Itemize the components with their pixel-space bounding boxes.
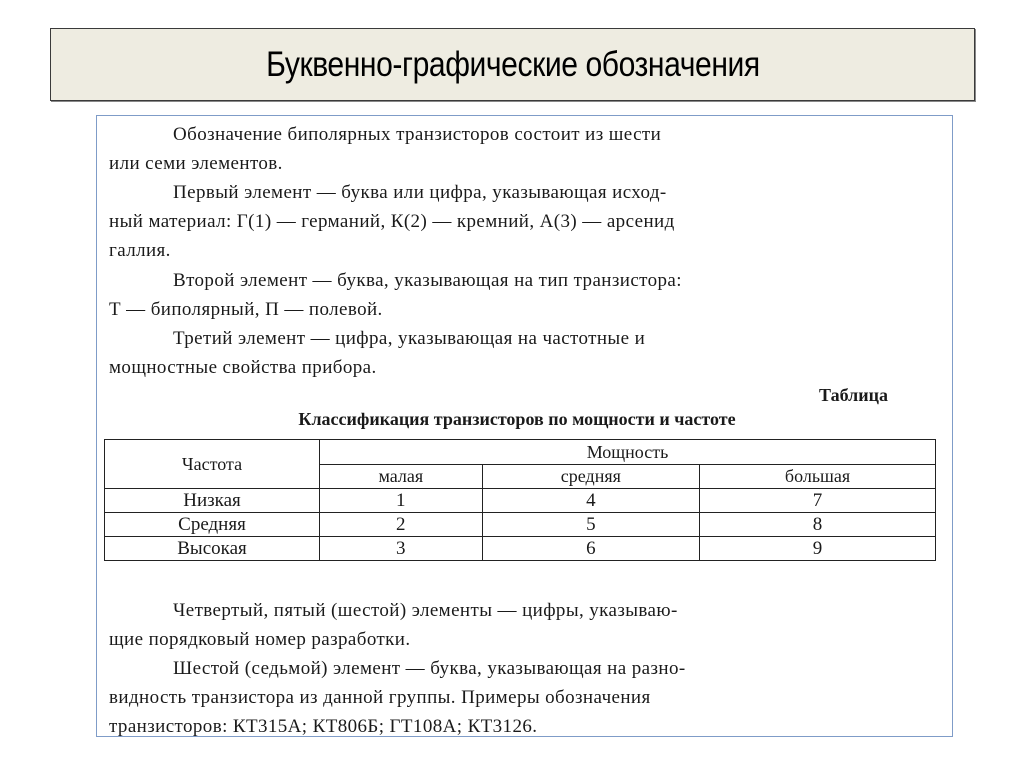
- table-column-header: большая: [700, 464, 936, 489]
- text-line: Первый элемент — буква или цифра, указывающая исход-: [173, 182, 667, 203]
- table-label: Таблица: [819, 385, 888, 405]
- table-cell: 3: [320, 537, 483, 561]
- table-row: [105, 489, 936, 513]
- text-line: ный материал: Г(1) — германий, К(2) — кремний, А(3) — арсенид: [109, 211, 675, 232]
- paragraph-third-element: [109, 324, 932, 382]
- table-cell: 1: [320, 489, 483, 513]
- text-line: Обозначение биполярных транзисторов состоит из шести: [173, 124, 662, 145]
- paragraph-intro: [109, 120, 932, 178]
- content-image-frame: [96, 115, 953, 737]
- text-line: транзисторов: КТ315А; КТ806Б; ГТ108А; КТ3126.: [109, 716, 538, 737]
- text-line: Четвертый, пятый (шестой) элементы — цифры, указываю-: [173, 600, 678, 621]
- text-line: Т — биполярный, П — полевой.: [109, 299, 383, 320]
- table-cell: 8: [700, 513, 936, 537]
- text-line: галлия.: [109, 240, 171, 261]
- table-title: Классификация транзисторов по мощности и частоте: [298, 409, 736, 429]
- classification-table: [104, 439, 936, 561]
- table-column-header: малая: [320, 464, 483, 489]
- table-row: [105, 513, 936, 537]
- table-row: [105, 537, 936, 561]
- table-cell: 7: [700, 489, 936, 513]
- table-header-frequency: Частота: [105, 440, 320, 489]
- table-cell: 2: [320, 513, 483, 537]
- table-header-power: Мощность: [320, 440, 936, 465]
- paragraph-sixth-element: [109, 654, 932, 741]
- text-line: Третий элемент — цифра, указывающая на частотные и: [173, 328, 646, 349]
- text-line: Второй элемент — буква, указывающая на тип транзистора:: [173, 270, 682, 291]
- paragraph-second-element: [109, 266, 932, 324]
- table-cell: 4: [482, 489, 700, 513]
- paragraph-first-element: [109, 178, 932, 265]
- table-column-header: средняя: [482, 464, 700, 489]
- slide-title-box: [50, 28, 975, 101]
- text-line: щие порядковый номер разработки.: [109, 629, 411, 650]
- text-line: мощностные свойства прибора.: [109, 357, 377, 378]
- table-row-label: Высокая: [105, 537, 320, 561]
- table-cell: 5: [482, 513, 700, 537]
- table-cell: 9: [700, 537, 936, 561]
- text-line: видность транзистора из данной группы. Примеры обозначения: [109, 687, 651, 708]
- paragraph-fourth-fifth-elements: [109, 596, 932, 654]
- table-cell: 6: [482, 537, 700, 561]
- table-row-label: Низкая: [105, 489, 320, 513]
- table-row-label: Средняя: [105, 513, 320, 537]
- text-line: Шестой (седьмой) элемент — буква, указывающая на разно-: [173, 658, 686, 679]
- slide-title: Буквенно-графические обозначения: [265, 44, 760, 84]
- text-line: или семи элементов.: [109, 153, 283, 174]
